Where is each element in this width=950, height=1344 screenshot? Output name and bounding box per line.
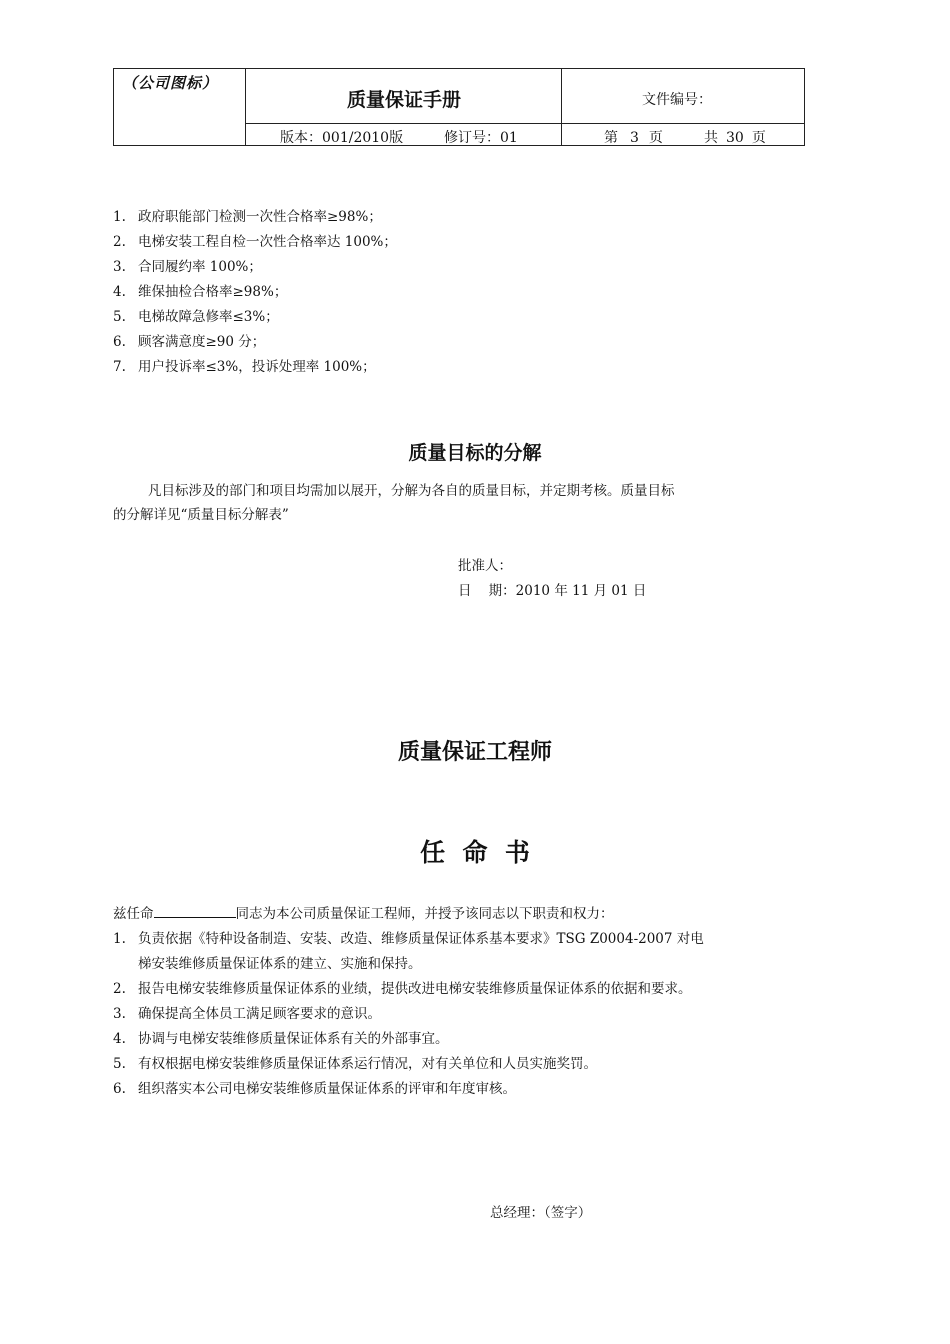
signature-line: 总经理：（签字） [490, 1205, 592, 1221]
list-item: 4. 协调与电梯安装维修质量保证体系有关的外部事宜。 [113, 1031, 449, 1047]
page-number [604, 127, 663, 147]
total-unit: 页 [751, 130, 766, 146]
total-count: 30 [726, 130, 744, 146]
list-item-continuation: 梯安装维修质量保证体系的建立、实施和保持。 [138, 956, 422, 972]
list-item: 2. 报告电梯安装维修质量保证体系的业绩，提供改进电梯安装维修质量保证体系的依据和要求。 [113, 981, 692, 997]
appointment-intro: 兹任命 同志为本公司质量保证工程师，并授予该同志以下职责和权力： [113, 906, 614, 922]
paragraph-line: 的分解详见“质量目标分解表” [113, 507, 289, 523]
list-item: 3. 确保提高全体员工满足顾客要求的意识。 [113, 1006, 381, 1022]
company-logo-placeholder: （公司图标） [122, 74, 219, 92]
approver-label: 批准人： [458, 558, 512, 574]
approval-date: 日 期：2010 年 11 月 01 日 [458, 583, 647, 599]
page-unit: 页 [648, 130, 663, 146]
manual-title: 质量保证手册 [346, 89, 461, 111]
list-item: 1. 负责依据《特种设备制造、安装、改造、维修质量保证体系基本要求》TSG Z0004-2007 对电 [113, 931, 704, 947]
page-prefix: 第 [604, 130, 618, 146]
list-item: 3. 合同履约率 100%； [113, 259, 262, 275]
list-item: 1. 政府职能部门检测一次性合格率≥98%； [113, 209, 382, 225]
section-heading: 质量目标的分解 [408, 442, 542, 464]
list-item: 6. 顾客满意度≥90 分； [113, 334, 266, 350]
list-item: 6. 组织落实本公司电梯安装维修质量保证体系的评审和年度审核。 [113, 1081, 516, 1097]
revision-label: 修订号：01 [444, 130, 518, 146]
total-prefix: 共 [704, 130, 718, 146]
list-item: 7. 用户投诉率≤3%，投诉处理率 100%； [113, 359, 376, 375]
list-item: 2. 电梯安装工程自检一次性合格率达 100%； [113, 234, 397, 250]
paragraph-line: 凡目标涉及的部门和项目均需加以展开，分解为各自的质量目标，并定期考核。质量目标 [148, 483, 675, 499]
version-label: 版本：001/2010版 [280, 130, 404, 146]
appointment-title: 质量保证工程师 [397, 740, 552, 765]
name-blank [154, 904, 236, 918]
appointment-subtitle: 任 命 书 [420, 838, 530, 867]
header-table [113, 68, 805, 146]
total-pages [704, 127, 766, 147]
doc-number-label: 文件编号： [642, 92, 712, 108]
header-divider [246, 123, 804, 124]
page-current: 3 [630, 130, 639, 146]
list-item: 4. 维保抽检合格率≥98%； [113, 284, 288, 300]
list-item: 5. 有权根据电梯安装维修质量保证体系运行情况，对有关单位和人员实施奖罚。 [113, 1056, 597, 1072]
list-item: 5. 电梯故障急修率≤3%； [113, 309, 279, 325]
